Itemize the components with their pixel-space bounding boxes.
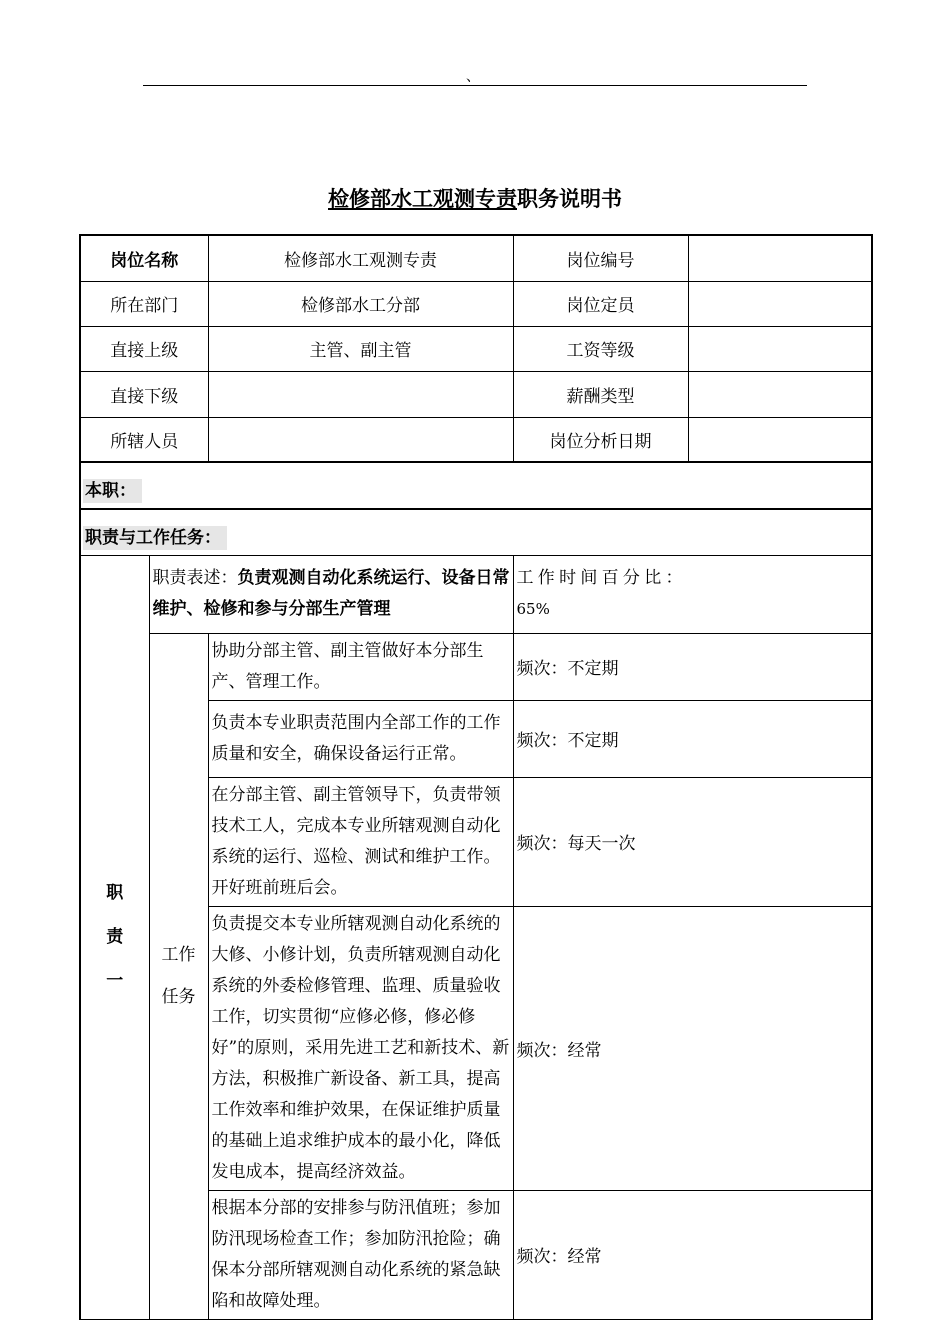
info-row — [80, 371, 872, 417]
title-rest: 职务说明书 — [517, 187, 622, 211]
info-label: 所在部门 — [80, 281, 208, 326]
duty-description — [149, 555, 513, 633]
info-value — [688, 326, 872, 371]
section-benzhi — [80, 462, 872, 509]
section-benzhi-row — [80, 462, 872, 509]
info-value: 主管、副主管 — [208, 326, 513, 371]
task-frequency: 频次：每天一次 — [513, 777, 872, 906]
duty-description-text: 负责观测自动化系统运行、设备日常维护、检修和参与分部生产管理 — [152, 568, 510, 619]
work-time-percentage — [513, 555, 872, 633]
task-text: 负责本专业职责范围内全部工作的工作质量和安全，确保设备运行正常。 — [208, 700, 513, 777]
section-duties-label: 职责与工作任务： — [83, 526, 227, 550]
info-value — [208, 417, 513, 462]
job-description-table — [79, 234, 871, 1311]
info-label: 工资等级 — [513, 326, 688, 371]
info-value: 检修部水工观测专责 — [208, 235, 513, 281]
info-value — [688, 235, 872, 281]
title-underlined: 检修部水工观测专责 — [328, 187, 517, 211]
task-text: 负责提交本专业所辖观测自动化系统的大修、小修计划，负责所辖观测自动化系统的外委检修管理、监理、质量验收工作，切实贯彻“应修必修，修必修好”的原则，采用先进工艺和新技术、新方法，积极推广新设备、新工具，提高工作效率和维护效果，在保证维护质量的基础上追求维护成本的最小化，降低发电成本，提高经济效益。 — [208, 906, 513, 1190]
info-label: 直接下级 — [80, 371, 208, 417]
task-frequency: 频次：不定期 — [513, 633, 872, 700]
section-duties-row — [80, 509, 872, 555]
info-value: 检修部水工分部 — [208, 281, 513, 326]
task-row — [80, 633, 872, 700]
info-label: 岗位编号 — [513, 235, 688, 281]
info-label: 所辖人员 — [80, 417, 208, 462]
section-benzhi-label: 本职： — [83, 479, 142, 503]
header-rule — [143, 85, 807, 86]
task-frequency: 频次：经常 — [513, 906, 872, 1190]
info-label: 岗位分析日期 — [513, 417, 688, 462]
task-frequency: 频次：不定期 — [513, 700, 872, 777]
info-value — [688, 371, 872, 417]
task-label-line: 任务 — [161, 987, 196, 1007]
info-label: 岗位定员 — [513, 281, 688, 326]
work-time-value: 65% — [516, 600, 550, 618]
task-frequency: 频次：经常 — [513, 1190, 872, 1319]
task-text: 协助分部主管、副主管做好本分部生产、管理工作。 — [208, 633, 513, 700]
info-value — [688, 417, 872, 462]
task-text: 根据本分部的安排参与防汛值班；参加防汛现场检查工作；参加防汛抢险；确保本分部所辖观测自动化系统的紧急缺陷和故障处理。 — [208, 1190, 513, 1319]
duty-description-row — [80, 555, 872, 633]
task-label — [149, 633, 208, 1319]
info-value — [208, 371, 513, 417]
duty-label — [80, 555, 149, 1319]
duty-description-prefix: 职责表述： — [152, 568, 238, 588]
work-time-label: 工作时间百分比： — [516, 568, 683, 588]
task-label-line: 工作 — [161, 945, 196, 965]
info-label: 岗位名称 — [80, 235, 208, 281]
info-row — [80, 235, 872, 281]
page-title — [0, 183, 950, 213]
info-row — [80, 326, 872, 371]
header-mark: 、 — [466, 69, 480, 85]
task-text: 在分部主管、副主管领导下，负责带领技术工人，完成本专业所辖观测自动化系统的运行、巡检、测试和维护工作。开好班前班后会。 — [208, 777, 513, 906]
duty-label-char: 责 — [106, 927, 124, 947]
info-value — [688, 281, 872, 326]
section-duties — [80, 509, 872, 555]
info-row — [80, 417, 872, 462]
duty-label-char: 职 — [106, 883, 124, 903]
info-label: 直接上级 — [80, 326, 208, 371]
info-label: 薪酬类型 — [513, 371, 688, 417]
duty-label-char: 一 — [106, 971, 124, 991]
info-row — [80, 281, 872, 326]
